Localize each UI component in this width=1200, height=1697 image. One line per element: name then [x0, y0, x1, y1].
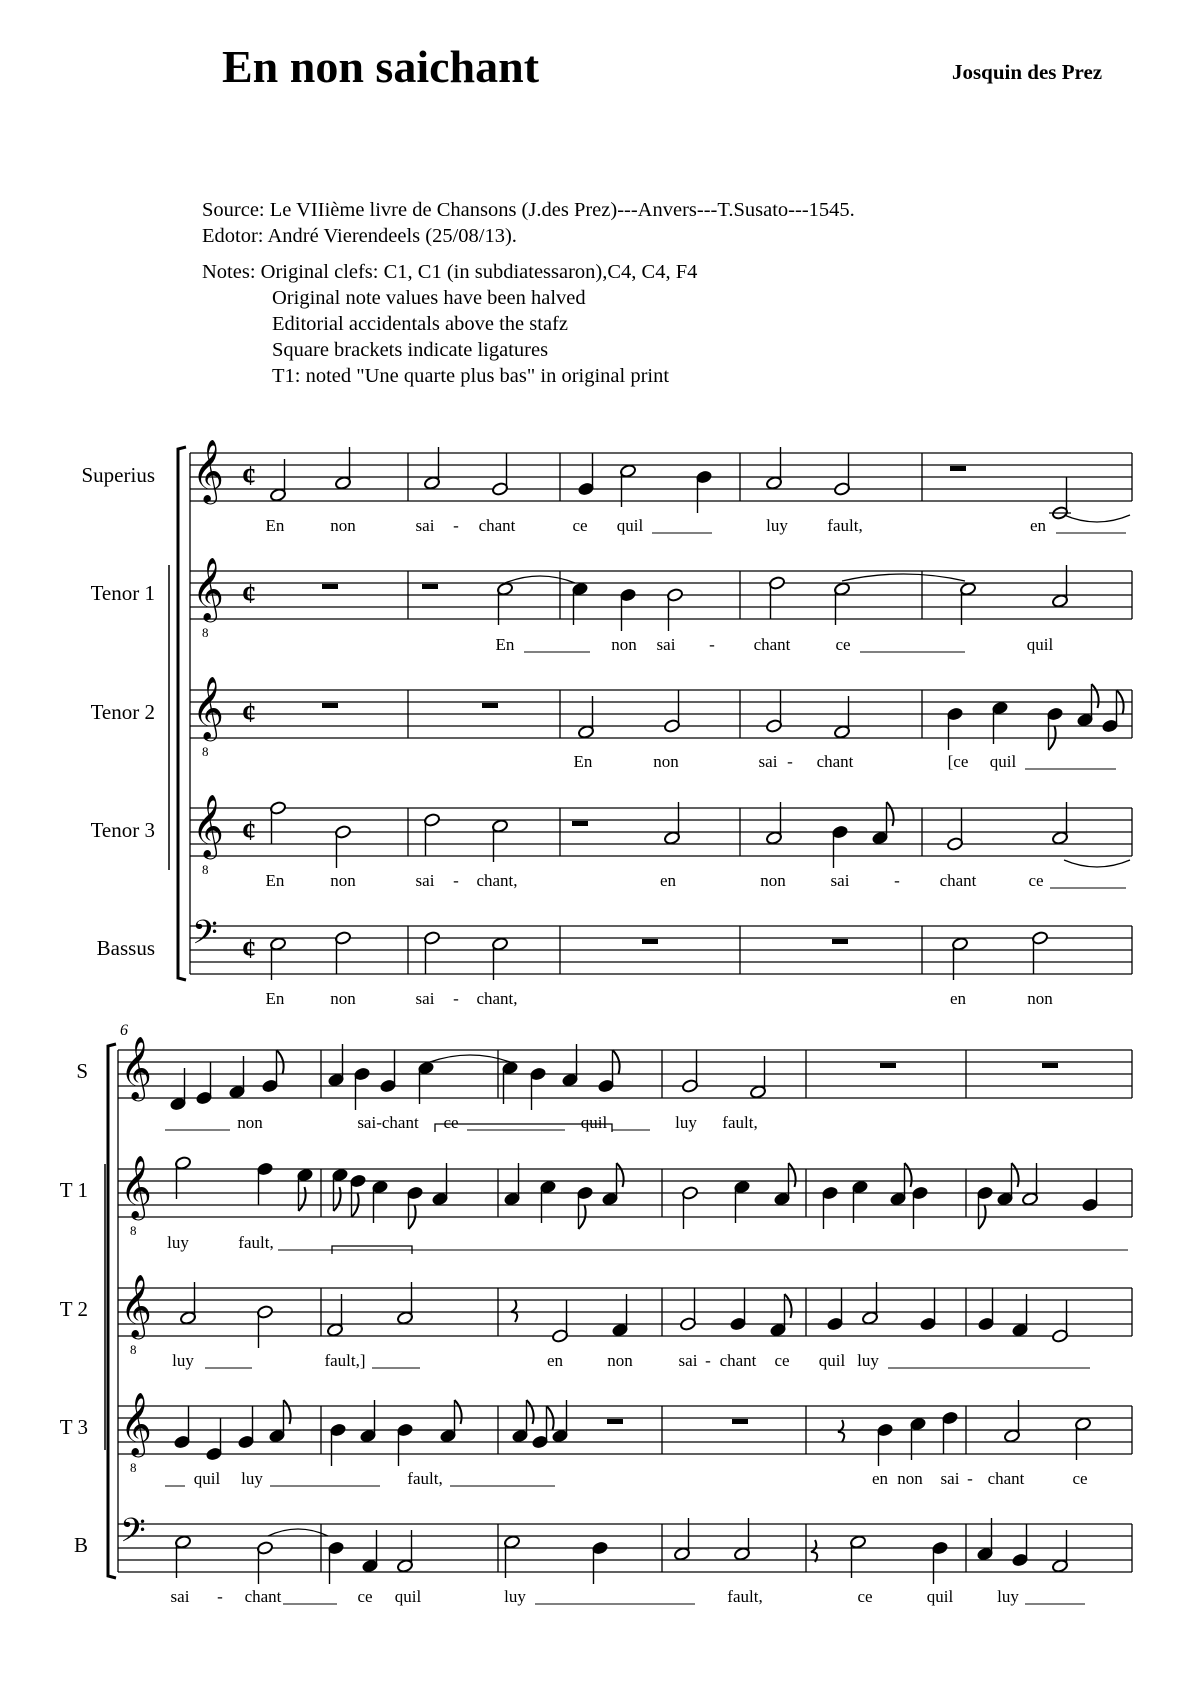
cut-time-sign: ¢ [242, 698, 256, 729]
note [262, 1050, 284, 1093]
lyric-syllable: - [705, 1351, 711, 1370]
quarter-rest [511, 1300, 517, 1322]
lyric-syllable: fault, [238, 1233, 274, 1252]
octave-mark: 8 [202, 625, 209, 640]
note [578, 453, 595, 496]
rest [642, 939, 658, 944]
lyric-syllable: fault,] [324, 1351, 366, 1370]
note [328, 1541, 345, 1584]
lyric-syllable: sai [415, 516, 435, 535]
staff [190, 690, 1132, 738]
note [667, 588, 684, 631]
lyric-syllable: non [897, 1469, 923, 1488]
measure-number: 6 [120, 1022, 128, 1039]
note [592, 1541, 609, 1584]
lyric-syllable: chant, [476, 989, 518, 1008]
note [932, 1541, 949, 1584]
rest [572, 821, 588, 826]
note-flag [617, 1163, 624, 1187]
note [682, 1186, 699, 1229]
note [330, 1423, 347, 1466]
staff [118, 1406, 1132, 1454]
treble-clef: 𝄞 [192, 794, 224, 857]
note-flag [1012, 1163, 1019, 1187]
note [978, 1288, 995, 1331]
tie [505, 576, 575, 583]
lyric-syllable: chant [939, 871, 977, 890]
note [196, 1062, 213, 1105]
rest [732, 1419, 748, 1424]
lyric-syllable: quil [580, 1113, 608, 1132]
lyric-syllable: - [894, 871, 900, 890]
note [335, 931, 352, 974]
note [947, 707, 964, 750]
staff [190, 571, 1132, 619]
cut-time-sign: ¢ [242, 461, 256, 492]
lyric-syllable: En [573, 752, 593, 771]
cut-time-sign: ¢ [242, 816, 256, 847]
lyric-syllable: quil [926, 1587, 954, 1606]
note [834, 453, 851, 496]
lyric-syllable: sai [758, 752, 778, 771]
lyric-syllable: ce [1028, 871, 1044, 890]
lyric-syllable: non [330, 516, 356, 535]
lyric-syllable: quil [193, 1469, 221, 1488]
treble-clef: 𝄞 [120, 1155, 152, 1218]
lyric-syllable: chant [816, 752, 854, 771]
lyric-syllable: luy [241, 1469, 263, 1488]
staff-label: Superius [81, 463, 155, 487]
staff [190, 926, 1132, 974]
note [270, 801, 287, 844]
system-bracket [178, 447, 186, 980]
treble-clef: 𝄞 [120, 1036, 152, 1099]
lyric-syllable: ce [774, 1351, 790, 1370]
lyric-syllable: sai [830, 871, 850, 890]
lyric-syllable: luy [766, 516, 788, 535]
lyric-syllable: non [653, 752, 679, 771]
note [257, 1162, 274, 1205]
system-bracket [108, 1044, 116, 1578]
quarter-rest [811, 1540, 817, 1562]
note [1049, 477, 1071, 520]
note [380, 1050, 397, 1093]
note [832, 825, 849, 868]
bass-clef: 𝄢 [120, 1512, 146, 1558]
treble-clef: 𝄞 [192, 439, 224, 502]
note [912, 1186, 929, 1229]
note [920, 1288, 937, 1331]
staff-label: Tenor 3 [90, 818, 155, 842]
lyric-syllable: non [611, 635, 637, 654]
lyric-syllable: luy [167, 1233, 189, 1252]
staff-label: Tenor 2 [90, 700, 155, 724]
lyric-syllable: ce [835, 635, 851, 654]
note [530, 1067, 547, 1110]
note-flag [785, 1294, 792, 1318]
note-flag [789, 1163, 796, 1187]
note-line: Original note values have been halved [272, 287, 586, 309]
lyric-syllable: chant [719, 1351, 757, 1370]
note [424, 813, 441, 856]
tie [1064, 515, 1130, 522]
staff [190, 453, 1132, 501]
note [598, 1050, 620, 1093]
treble-clef: 𝄞 [120, 1274, 152, 1337]
rest [950, 466, 966, 471]
rest [322, 584, 338, 589]
note-line: Square brackets indicate ligatures [272, 339, 549, 361]
tie [842, 574, 965, 581]
octave-mark: 8 [130, 1223, 137, 1238]
note-line: Editorial accidentals above the stafz [272, 313, 568, 335]
rest [322, 703, 338, 708]
note-flag [299, 1187, 306, 1211]
lyric-syllable: quil [1026, 635, 1054, 654]
lyric-syllable: chant [753, 635, 791, 654]
note-flag [527, 1400, 534, 1424]
lyric-syllable: - [217, 1587, 223, 1606]
lyric-syllable: non [330, 989, 356, 1008]
lyric-syllable: fault, [722, 1113, 758, 1132]
note [424, 931, 441, 974]
lyric-syllable: chant [244, 1587, 282, 1606]
note [577, 1186, 594, 1229]
note [766, 690, 783, 733]
note [822, 1186, 839, 1229]
quarter-rest [838, 1420, 844, 1442]
cut-time-sign: ¢ [242, 579, 256, 610]
note [827, 1288, 844, 1331]
rest [1042, 1063, 1058, 1068]
note-flag [887, 802, 894, 826]
lyric-syllable: - [453, 871, 459, 890]
lyric-syllable: luy [172, 1351, 194, 1370]
lyric-syllable: ce [572, 516, 588, 535]
note [1047, 707, 1064, 750]
lyric-syllable: non [330, 871, 356, 890]
lyric-syllable: chant [478, 516, 516, 535]
note [397, 1423, 414, 1466]
treble-clef: 𝄞 [192, 676, 224, 739]
note [947, 808, 964, 851]
note [552, 1300, 569, 1343]
lyric-syllable: - [453, 516, 459, 535]
staff-label: T 3 [59, 1415, 88, 1439]
lyric-syllable: luy [997, 1587, 1019, 1606]
lyric-syllable: fault, [727, 1587, 763, 1606]
octave-mark: 8 [202, 862, 209, 877]
lyric-syllable: quil [989, 752, 1017, 771]
rest [422, 584, 438, 589]
rest [607, 1419, 623, 1424]
note [682, 1050, 699, 1093]
note [680, 1288, 697, 1331]
lyric-syllable: sai [940, 1469, 960, 1488]
lyric-syllable: ce [857, 1587, 873, 1606]
note [769, 576, 786, 619]
note-flag [1092, 684, 1099, 708]
note-flag [455, 1400, 462, 1424]
lyric-syllable: - [967, 1469, 973, 1488]
treble-clef: 𝄞 [192, 557, 224, 620]
note-flag [905, 1163, 912, 1187]
note [1012, 1524, 1029, 1567]
lyric-syllable: ce [1072, 1469, 1088, 1488]
note [492, 453, 509, 496]
lyric-syllable: fault, [407, 1469, 443, 1488]
lyric-syllable: sai [170, 1587, 190, 1606]
staff-label: Tenor 1 [90, 581, 155, 605]
composer-name: Josquin des Prez [952, 60, 1103, 84]
note [877, 1423, 894, 1466]
tie [268, 1529, 328, 1536]
editor-line: Edotor: André Vierendeels (25/08/13). [202, 225, 517, 247]
note-flag [284, 1400, 291, 1424]
lyric-syllable: en [659, 871, 677, 890]
note [354, 1067, 371, 1110]
lyric-syllable: en [546, 1351, 564, 1370]
tie [1064, 860, 1130, 867]
note [696, 470, 713, 513]
bass-clef: 𝄢 [192, 914, 218, 960]
lyric-syllable: luy [675, 1113, 697, 1132]
lyric-syllable: non [607, 1351, 633, 1370]
staff-label: Bassus [96, 936, 155, 960]
lyric-syllable: En [265, 871, 285, 890]
rest [880, 1063, 896, 1068]
lyric-syllable: En [495, 635, 515, 654]
note-line: T1: noted "Une quarte plus bas" in original print [272, 365, 670, 387]
rest [482, 703, 498, 708]
lyric-syllable: En [265, 516, 285, 535]
lyric-syllable: quil [616, 516, 644, 535]
staff-label: B [73, 1533, 88, 1557]
source-line: Source: Le VIIième livre de Chansons (J.des Prez)---Anvers---T.Susato---1545. [202, 199, 855, 221]
note [532, 1406, 554, 1449]
staff-label: T 1 [59, 1178, 88, 1202]
note [620, 588, 637, 631]
note [1102, 690, 1124, 733]
octave-mark: 8 [202, 744, 209, 759]
note [942, 1411, 959, 1454]
note [664, 690, 681, 733]
lyric-syllable: sai [656, 635, 676, 654]
lyric-syllable: ce [357, 1587, 373, 1606]
rest [832, 939, 848, 944]
lyric-syllable: quil [394, 1587, 422, 1606]
lyric-syllable: - [787, 752, 793, 771]
lyric-syllable: sai-chant [357, 1113, 419, 1132]
lyric-syllable: luy [504, 1587, 526, 1606]
note [257, 1541, 274, 1584]
lyric-syllable: sai [415, 871, 435, 890]
lyric-syllable: sai [678, 1351, 698, 1370]
lyric-syllable: non [760, 871, 786, 890]
cut-time-sign: ¢ [242, 934, 256, 965]
staff [190, 808, 1132, 856]
lyric-syllable: chant [987, 1469, 1025, 1488]
note [1082, 1169, 1099, 1212]
lyric-syllable: chant, [476, 871, 518, 890]
lyric-syllable: sai [415, 989, 435, 1008]
note [174, 1406, 191, 1449]
octave-mark: 8 [130, 1460, 137, 1475]
note [257, 1305, 274, 1348]
lyric-syllable: ce [443, 1113, 459, 1132]
lyric-syllable: non [237, 1113, 263, 1132]
lyric-syllable: quil [818, 1351, 846, 1370]
lyric-syllable: - [709, 635, 715, 654]
note [1032, 931, 1049, 974]
note [335, 825, 352, 868]
note [730, 1288, 747, 1331]
note [350, 1174, 367, 1217]
notes-heading: Notes: Original clefs: C1, C1 (in subdiatessaron),C4, C4, F4 [202, 261, 698, 283]
lyric-syllable: en [871, 1469, 889, 1488]
lyric-syllable: - [453, 989, 459, 1008]
lyric-syllable: en [1029, 516, 1047, 535]
note [206, 1418, 223, 1461]
note [977, 1186, 994, 1229]
lyric-syllable: non [1027, 989, 1053, 1008]
lyric-syllable: [ce [947, 752, 969, 771]
piece-title: En non saichant [222, 41, 540, 92]
note [407, 1186, 424, 1229]
lyric-syllable: luy [857, 1351, 879, 1370]
note [1052, 1300, 1069, 1343]
staff-label: T 2 [59, 1297, 88, 1321]
lyric-syllable: fault, [827, 516, 863, 535]
note [238, 1406, 255, 1449]
treble-clef: 𝄞 [120, 1392, 152, 1455]
octave-mark: 8 [130, 1342, 137, 1357]
note-flag [334, 1187, 341, 1211]
staff-label: S [76, 1059, 88, 1083]
lyric-syllable: en [949, 989, 967, 1008]
lyric-syllable: En [265, 989, 285, 1008]
